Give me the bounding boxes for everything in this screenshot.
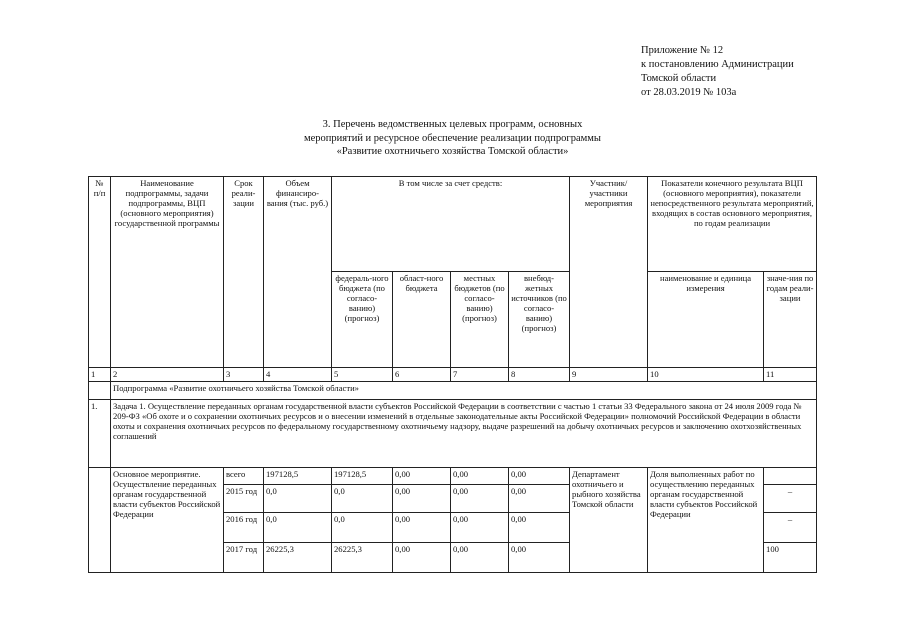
main-event-participant: Департамент охотничьего и рыбного хозяйства Томской области [570, 468, 648, 573]
row-volume: 0,0 [264, 513, 332, 543]
row-term: 2017 год [224, 543, 264, 573]
document-title [250, 118, 655, 159]
col-number: 3 [224, 368, 264, 382]
row-federal: 0,0 [332, 485, 393, 513]
row-local: 0,00 [451, 485, 509, 513]
row-federal: 197128,5 [332, 468, 393, 485]
annex-line: к постановлению Администрации [641, 59, 794, 70]
header-volume: Объем финансиро-вания (тыс. руб.) [264, 177, 332, 368]
header-name: Наименование подпрограммы, задачи подпрограммы, ВЦП (основного мероприятия) государственной программы [111, 177, 224, 368]
column-number-row [89, 368, 817, 382]
row-federal: 0,0 [332, 513, 393, 543]
row-extra: 0,00 [509, 543, 570, 573]
header-ind-value: значе-ния по годам реали-зации [764, 272, 817, 368]
header-regional: област-ного бюджета [393, 272, 451, 368]
row-local: 0,00 [451, 513, 509, 543]
row-regional: 0,00 [393, 513, 451, 543]
row-volume: 197128,5 [264, 468, 332, 485]
title-line: мероприятий и ресурсное обеспечение реализации подпрограммы [303, 132, 601, 144]
row-federal: 26225,3 [332, 543, 393, 573]
row-extra: 0,00 [509, 513, 570, 543]
col-number: 5 [332, 368, 393, 382]
header-indicators: Показатели конечного результата ВЦП (основного мероприятия), показатели непосредственного результата мероприятий, входящих в состав основного мероприятия, по годам реализации [648, 177, 817, 272]
program-table [88, 176, 817, 573]
row-volume: 26225,3 [264, 543, 332, 573]
header-term: Срок реали-зации [224, 177, 264, 368]
row-value: – [764, 485, 817, 513]
col-number: 6 [393, 368, 451, 382]
row-local: 0,00 [451, 543, 509, 573]
header-extra: внебюд-жетных источников (по согласо-ванию) (прогноз) [509, 272, 570, 368]
row-term: 2015 год [224, 485, 264, 513]
row-extra: 0,00 [509, 485, 570, 513]
title-line: 3. Перечень ведомственных целевых программ, основных [322, 119, 583, 130]
annex-block [641, 44, 794, 100]
row-term: всего [224, 468, 264, 485]
main-event-name: Основное мероприятие. Осуществление переданных органам государственной власти субъектов Российской Федерации [111, 468, 224, 573]
col-number: 1 [89, 368, 111, 382]
header-ind-name: наименование и единица измерения [648, 272, 764, 368]
task-number: 1. [89, 400, 111, 468]
header-num: № п/п [89, 177, 111, 368]
annex-line: Томской области [641, 73, 717, 84]
header-local: местных бюджетов (по согласо-ванию) (прогноз) [451, 272, 509, 368]
row-value: 100 [764, 543, 817, 573]
col-number: 4 [264, 368, 332, 382]
row-term: 2016 год [224, 513, 264, 543]
col-number: 7 [451, 368, 509, 382]
col-number: 9 [570, 368, 648, 382]
title-line: «Развитие охотничьего хозяйства Томской области» [336, 146, 569, 157]
subprogram-title: Подпрограмма «Развитие охотничьего хозяйства Томской области» [111, 382, 817, 400]
row-volume: 0,0 [264, 485, 332, 513]
header-participant: Участник/ участники мероприятия [570, 177, 648, 368]
header-incl: В том числе за счет средств: [332, 177, 570, 272]
annex-line: от 28.03.2019 № 103а [641, 87, 737, 98]
header-federal: федераль-ного бюджета (по согласо-ванию) (прогноз) [332, 272, 393, 368]
row-value [764, 468, 817, 485]
col-number: 2 [111, 368, 224, 382]
row-regional: 0,00 [393, 468, 451, 485]
annex-line: Приложение № 12 [641, 45, 724, 56]
row-value: – [764, 513, 817, 543]
row-regional: 0,00 [393, 485, 451, 513]
table-row [89, 468, 817, 485]
col-number: 11 [764, 368, 817, 382]
task-text: Задача 1. Осуществление переданных органам государственной власти субъектов Российской Федерации в соответствии с частью 1 статьи 33 Федерального закона от 24 июля 2009 года № 209-ФЗ «Об охоте и о сохранении охотничьих ресурсов и о внесении изменений в отдельные законодательные акты Российской Федерации» полномочий Российской Федерации в области охоты и сохранения охотничьих ресурсов по федеральному государственному охотничьему надзору, выдаче разрешений на добычу охотничьих ресурсов и заключению охотхозяйственных соглашений [111, 400, 817, 468]
row-extra: 0,00 [509, 468, 570, 485]
col-number: 10 [648, 368, 764, 382]
col-number: 8 [509, 368, 570, 382]
row-local: 0,00 [451, 468, 509, 485]
main-event-indicator: Доля выполненных работ по осуществлению переданных органам государственной власти субъектов Российской Федерации [648, 468, 764, 573]
row-regional: 0,00 [393, 543, 451, 573]
